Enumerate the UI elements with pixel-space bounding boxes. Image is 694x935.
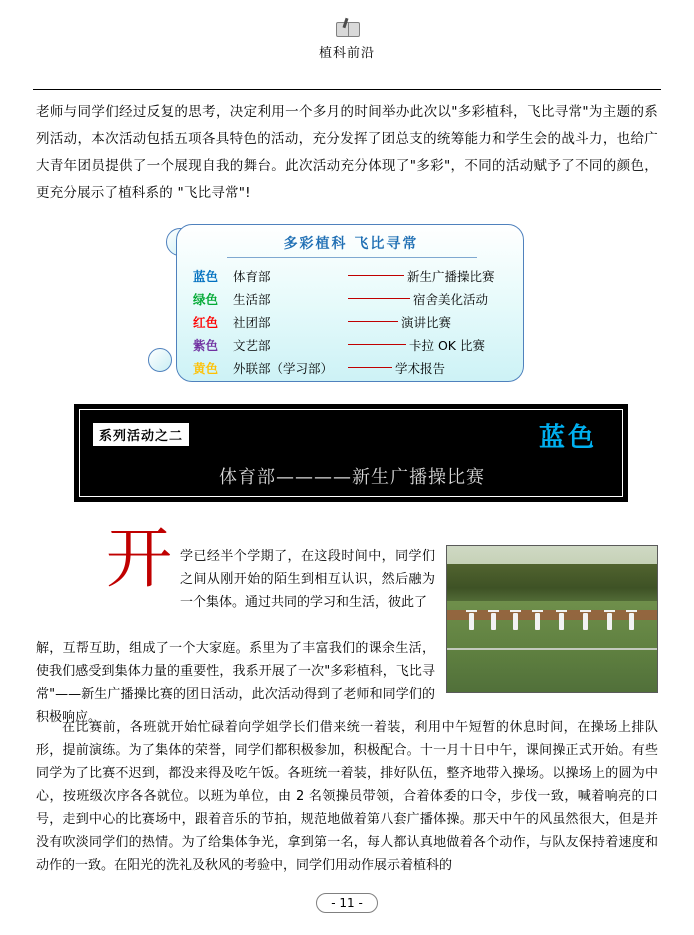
activity-name: 演讲比赛: [401, 314, 452, 330]
photo-students-exercising: [446, 545, 658, 693]
page-header: [0, 18, 694, 61]
activity-name: 宿舍美化活动: [413, 291, 489, 307]
activity-connector-line: [348, 321, 398, 322]
activity-color-label: 红色: [193, 314, 219, 330]
banner-highlight: 蓝色: [538, 423, 597, 453]
activity-connector-line: [348, 367, 392, 368]
header-divider: [33, 89, 661, 90]
banner-subtitle: 体育部————新生广播操比赛: [219, 467, 485, 488]
page-number-label: - 11 -: [316, 893, 378, 913]
book-pen-icon: [334, 18, 360, 40]
activity-name: 新生广播操比赛: [407, 268, 495, 284]
activity-name: 学术报告: [395, 360, 446, 376]
activity-row: [193, 333, 513, 356]
activity-connector-line: [348, 344, 406, 345]
banner-tag: 系列活动之二: [93, 423, 189, 446]
page-number: [0, 893, 694, 913]
activity-connector-line: [348, 298, 410, 299]
activity-row: [193, 356, 513, 379]
header-title: 植科前沿: [318, 46, 375, 61]
article-paragraph-top: 学已经半个学期了，在这段时间中，同学们之间从刚开始的陌生到相互认识，然后融为一个集体。通过共同的学习和生活，彼此了: [180, 549, 435, 610]
activity-color-label: 紫色: [193, 337, 219, 353]
activity-row: [193, 287, 513, 310]
article-paragraph-mid: 解，互帮互助，组成了一个大家庭。系里为了丰富我们的课余生活，使我们感受到集体力量的重要性，我系开展了一次"多彩植科，飞比寻常"——新生广播操比赛的团日活动，此次活动得到了老师和同学们的积极响应。: [36, 641, 435, 725]
section-banner: [74, 404, 628, 502]
activity-list-box: [176, 224, 524, 382]
intro-paragraph: 老师与同学们经过反复的思考，决定利用一个多月的时间举办此次以"多彩植科，飞比寻常"为主题的系列活动，本次活动包括五项各具特色的活动，充分发挥了团总支的统筹能力和学生会的战斗力，也给广大青年团员提供了一个展现自我的舞台。此次活动充分体现了"多彩"，不同的活动赋予了不同的颜色，更充分展示了植科系的 "飞比寻常"!: [36, 104, 658, 201]
activity-color-label: 黄色: [193, 360, 219, 376]
activity-title-underline: [227, 257, 477, 258]
activity-name: 卡拉 OK 比赛: [409, 337, 485, 353]
article-paragraph-bottom: 在比赛前，各班就开始忙碌着向学姐学长们借来统一着装，利用中午短暂的休息时间，在操场上排队形，提前演练。为了集体的荣誉，同学们都积极参加，积极配合。十一月十日中午，课间操正式开始。有些同学为了比赛不迟到，都没来得及吃午饭。各班统一着装，排好队伍，整齐地带入操场。以操场上的圆为中心，按班级次序各各就位。以班为单位，由 2 名领操员带领，合着体委的口令，步伐一致，喊着响亮的口号，走到中心的比赛场中，跟着音乐的节拍，规范地做着第八套广播体操。那天中午的风虽然很大，但是并没有吹淡同学们的热情。为了给集体争光，拿到第一名，每人都认真地做着各个动作，与队友保持着速度和动作的一致。在阳光的洗礼及秋风的考验中，同学们用动作展示着植科的: [36, 720, 658, 873]
activity-row: [193, 264, 513, 287]
activity-department: 社团部: [233, 314, 271, 330]
activity-connector-line: [348, 275, 404, 276]
activity-color-label: 绿色: [193, 291, 219, 307]
activity-row: [193, 310, 513, 333]
activity-box-title: 多彩植科 飞比寻常: [283, 236, 419, 252]
activity-department: 生活部: [233, 291, 271, 307]
activity-department: 体育部: [233, 268, 271, 284]
activity-color-label: 蓝色: [193, 268, 219, 284]
drop-cap: 开: [106, 520, 172, 597]
activity-rows: [193, 264, 513, 379]
callout-bubble-small: [148, 348, 172, 372]
activity-department: 文艺部: [233, 337, 271, 353]
activity-department: 外联部（学习部）: [233, 360, 334, 376]
